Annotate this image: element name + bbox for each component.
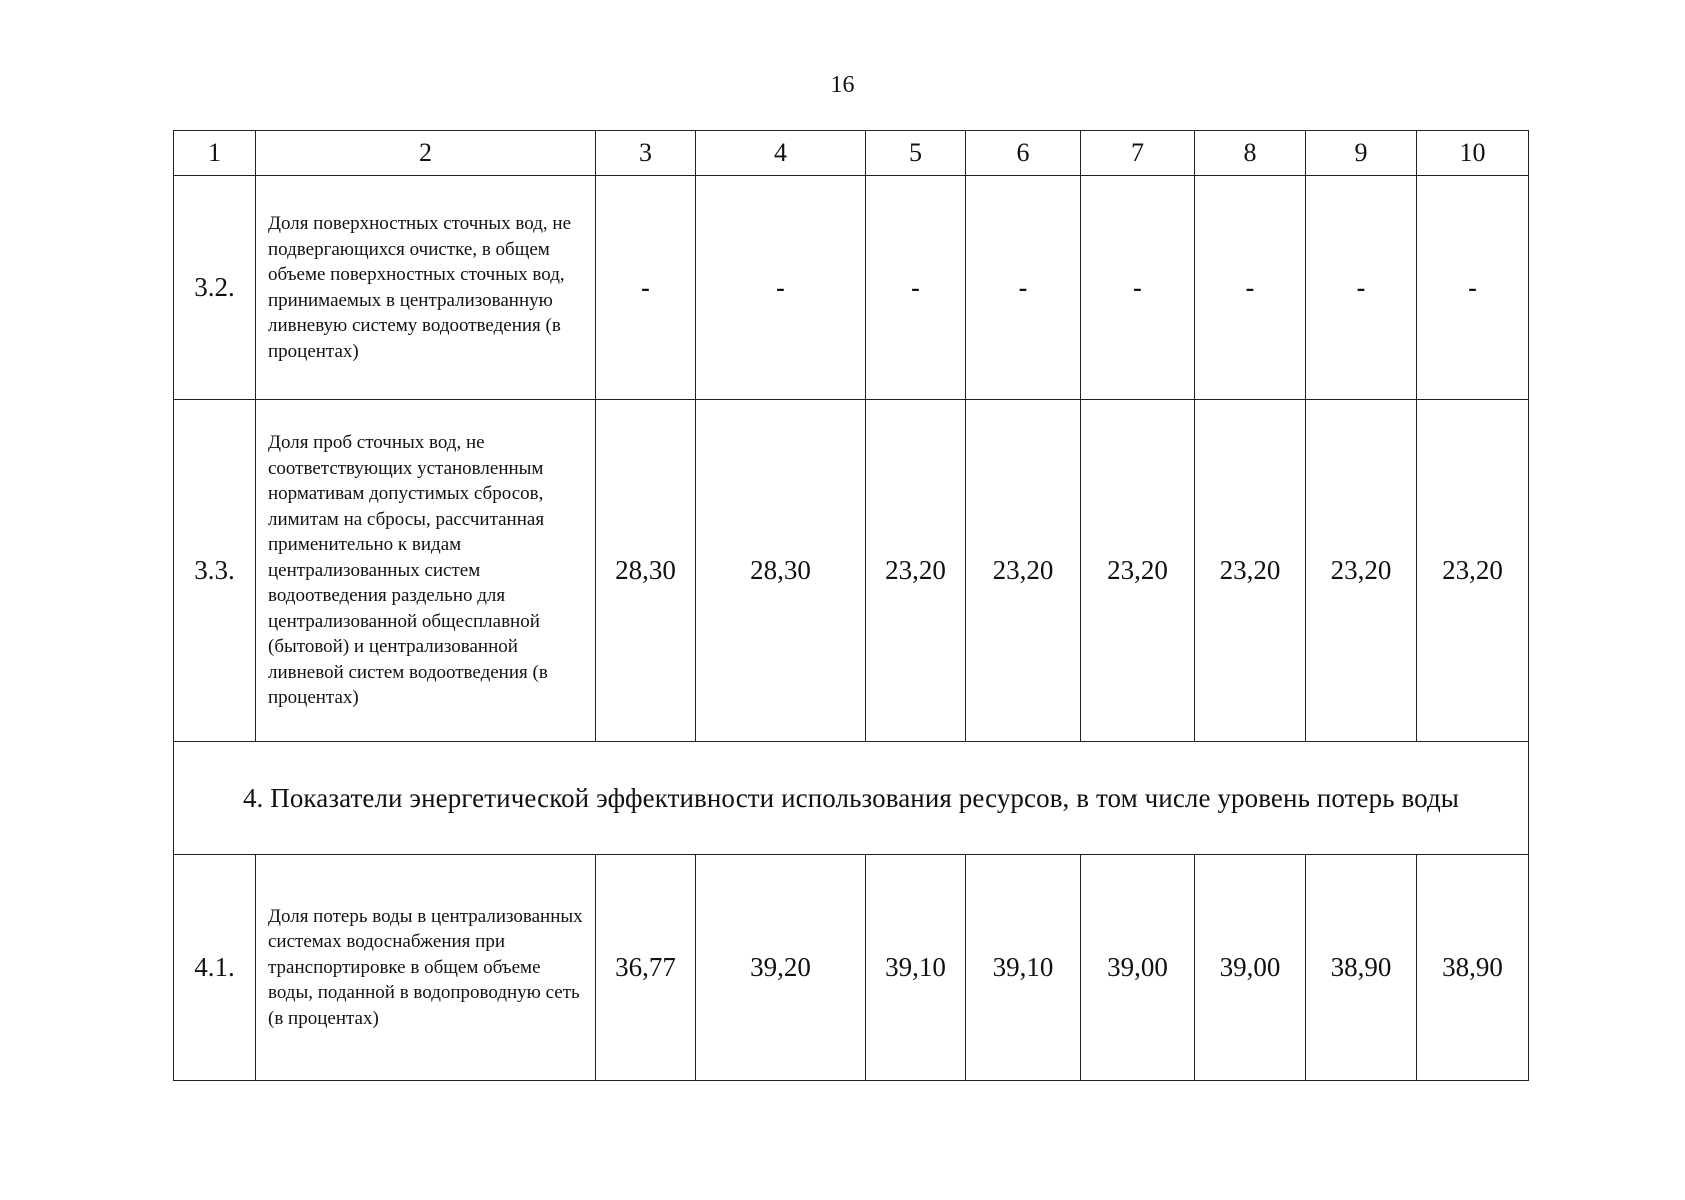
header-cell: 2 xyxy=(256,131,596,176)
value-cell: 28,30 xyxy=(696,400,866,742)
section-title: 4. Показатели энергетической эффективности использования ресурсов, в том числе уровень потерь воды xyxy=(174,742,1529,855)
value-cell: 39,00 xyxy=(1081,855,1195,1081)
value-cell: 39,10 xyxy=(866,855,966,1081)
header-cell: 8 xyxy=(1195,131,1306,176)
row-description: Доля проб сточных вод, не соответствующих установленным нормативам допустимых сбросов, лимитам на сбросы, рассчитанная применительно к видам централизованных систем водоотведения раздельно для централизованной общесплавной (бытовой) и централизованной ливневой систем водоотведения (в процентах) xyxy=(256,400,596,742)
row-description: Доля потерь воды в централизованных системах водоснабжения при транспортировке в общем объеме воды, поданной в водопроводную сеть (в процентах) xyxy=(256,855,596,1081)
row-description: Доля поверхностных сточных вод, не подвергающихся очистке, в общем объеме поверхностных сточных вод, принимаемых в централизованную ливневую систему водоотведения (в процентах) xyxy=(256,176,596,400)
header-cell: 6 xyxy=(966,131,1081,176)
value-cell: 23,20 xyxy=(1417,400,1529,742)
header-cell: 7 xyxy=(1081,131,1195,176)
value-cell: 39,00 xyxy=(1195,855,1306,1081)
value-cell: 23,20 xyxy=(1081,400,1195,742)
value-cell: 38,90 xyxy=(1417,855,1529,1081)
value-cell: - xyxy=(1081,176,1195,400)
row-number: 3.2. xyxy=(174,176,256,400)
header-cell: 3 xyxy=(596,131,696,176)
value-cell: 39,20 xyxy=(696,855,866,1081)
value-cell: - xyxy=(1417,176,1529,400)
value-cell: 23,20 xyxy=(866,400,966,742)
indicators-table xyxy=(173,130,1529,1081)
header-cell: 4 xyxy=(696,131,866,176)
value-cell: 38,90 xyxy=(1306,855,1417,1081)
table-row xyxy=(174,400,1529,742)
value-cell: 23,20 xyxy=(1306,400,1417,742)
header-cell: 1 xyxy=(174,131,256,176)
page-number: 16 xyxy=(830,72,855,98)
row-number: 4.1. xyxy=(174,855,256,1081)
value-cell: - xyxy=(966,176,1081,400)
header-row xyxy=(174,131,1529,176)
header-cell: 5 xyxy=(866,131,966,176)
value-cell: - xyxy=(866,176,966,400)
section-row xyxy=(174,742,1529,855)
value-cell: - xyxy=(1306,176,1417,400)
value-cell: 39,10 xyxy=(966,855,1081,1081)
value-cell: 23,20 xyxy=(966,400,1081,742)
value-cell: - xyxy=(1195,176,1306,400)
value-cell: 28,30 xyxy=(596,400,696,742)
row-number: 3.3. xyxy=(174,400,256,742)
header-cell: 10 xyxy=(1417,131,1529,176)
table-row xyxy=(174,176,1529,400)
value-cell: - xyxy=(696,176,866,400)
header-cell: 9 xyxy=(1306,131,1417,176)
value-cell: 36,77 xyxy=(596,855,696,1081)
table-row xyxy=(174,855,1529,1081)
value-cell: 23,20 xyxy=(1195,400,1306,742)
value-cell: - xyxy=(596,176,696,400)
